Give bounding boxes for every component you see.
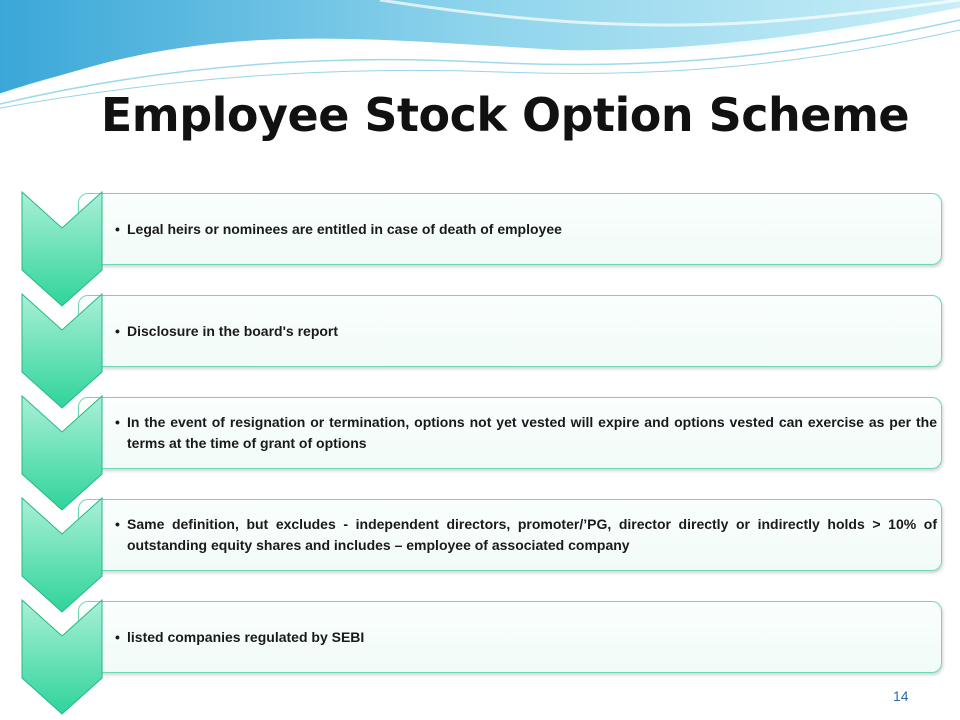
process-step [0, 394, 960, 512]
step-bullet-text: • Disclosure in the board's report [115, 321, 338, 342]
chevron-down-icon [20, 496, 104, 614]
slide-title: Employee Stock Option Scheme [100, 88, 910, 142]
step-text-box [78, 295, 942, 367]
page-number: 14 [893, 688, 909, 704]
step-text-box [78, 601, 942, 673]
step-text-box [78, 499, 942, 571]
chevron-down-icon [20, 190, 104, 308]
step-text-box [78, 193, 942, 265]
step-bullet-text: • In the event of resignation or termination, options not yet vested will expire and options vested can exercise as per the terms at the time of grant of options [115, 412, 937, 454]
chevron-down-icon [20, 598, 104, 716]
step-bullet-text: • Same definition, but excludes - independent directors, promoter/’PG, director directly or indirectly holds > 10% of outstanding equity shares and includes – employee of associated company [115, 514, 937, 556]
chevron-down-icon [20, 394, 104, 512]
process-step [0, 496, 960, 614]
step-text-box [78, 397, 942, 469]
process-step [0, 598, 960, 716]
step-bullet-text: • Legal heirs or nominees are entitled in case of death of employee [115, 219, 562, 240]
process-step [0, 292, 960, 410]
chevron-down-icon [20, 292, 104, 410]
process-step [0, 190, 960, 308]
step-bullet-text: • listed companies regulated by SEBI [115, 627, 364, 648]
